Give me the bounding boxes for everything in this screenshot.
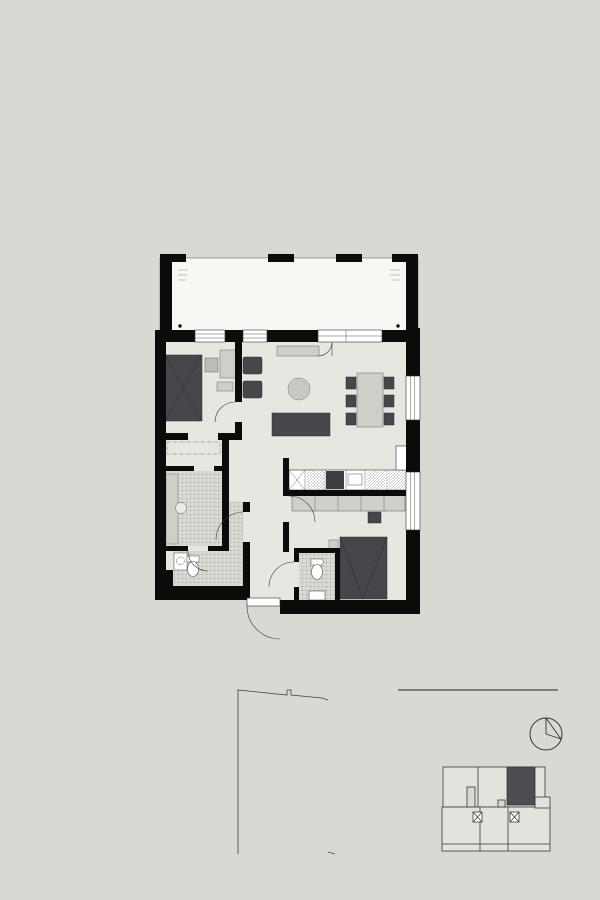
balcony xyxy=(160,258,418,338)
building-extension xyxy=(535,797,550,808)
building-lower-block xyxy=(442,807,550,851)
chair xyxy=(368,512,381,523)
sideboard xyxy=(277,346,319,356)
highlighted-unit xyxy=(507,767,535,805)
toilet xyxy=(188,562,199,577)
stove xyxy=(326,471,344,489)
closet-row-makuuhuone1 xyxy=(292,494,405,511)
entrance-door xyxy=(247,598,280,606)
dining-table xyxy=(357,373,383,427)
room-sauna xyxy=(166,471,222,546)
desk xyxy=(220,350,237,378)
nightstand xyxy=(217,382,233,391)
floor-plan xyxy=(150,250,430,650)
toilet-tank xyxy=(311,559,323,565)
compass-icon xyxy=(512,698,578,758)
tall-cabinet xyxy=(396,446,407,470)
coffee-table xyxy=(288,378,310,400)
bed-makuuhuone2 xyxy=(165,355,202,421)
desk-chair xyxy=(205,358,218,372)
bed-makuuhuone1 xyxy=(340,537,387,599)
sofa xyxy=(272,413,330,436)
site-key-plan xyxy=(428,758,600,862)
armchair xyxy=(243,381,262,398)
washing-machine xyxy=(174,553,187,570)
room-wc xyxy=(299,553,335,600)
toilet xyxy=(312,565,323,580)
armchair xyxy=(243,357,262,374)
roof-outline xyxy=(238,690,328,854)
sink xyxy=(309,591,325,600)
